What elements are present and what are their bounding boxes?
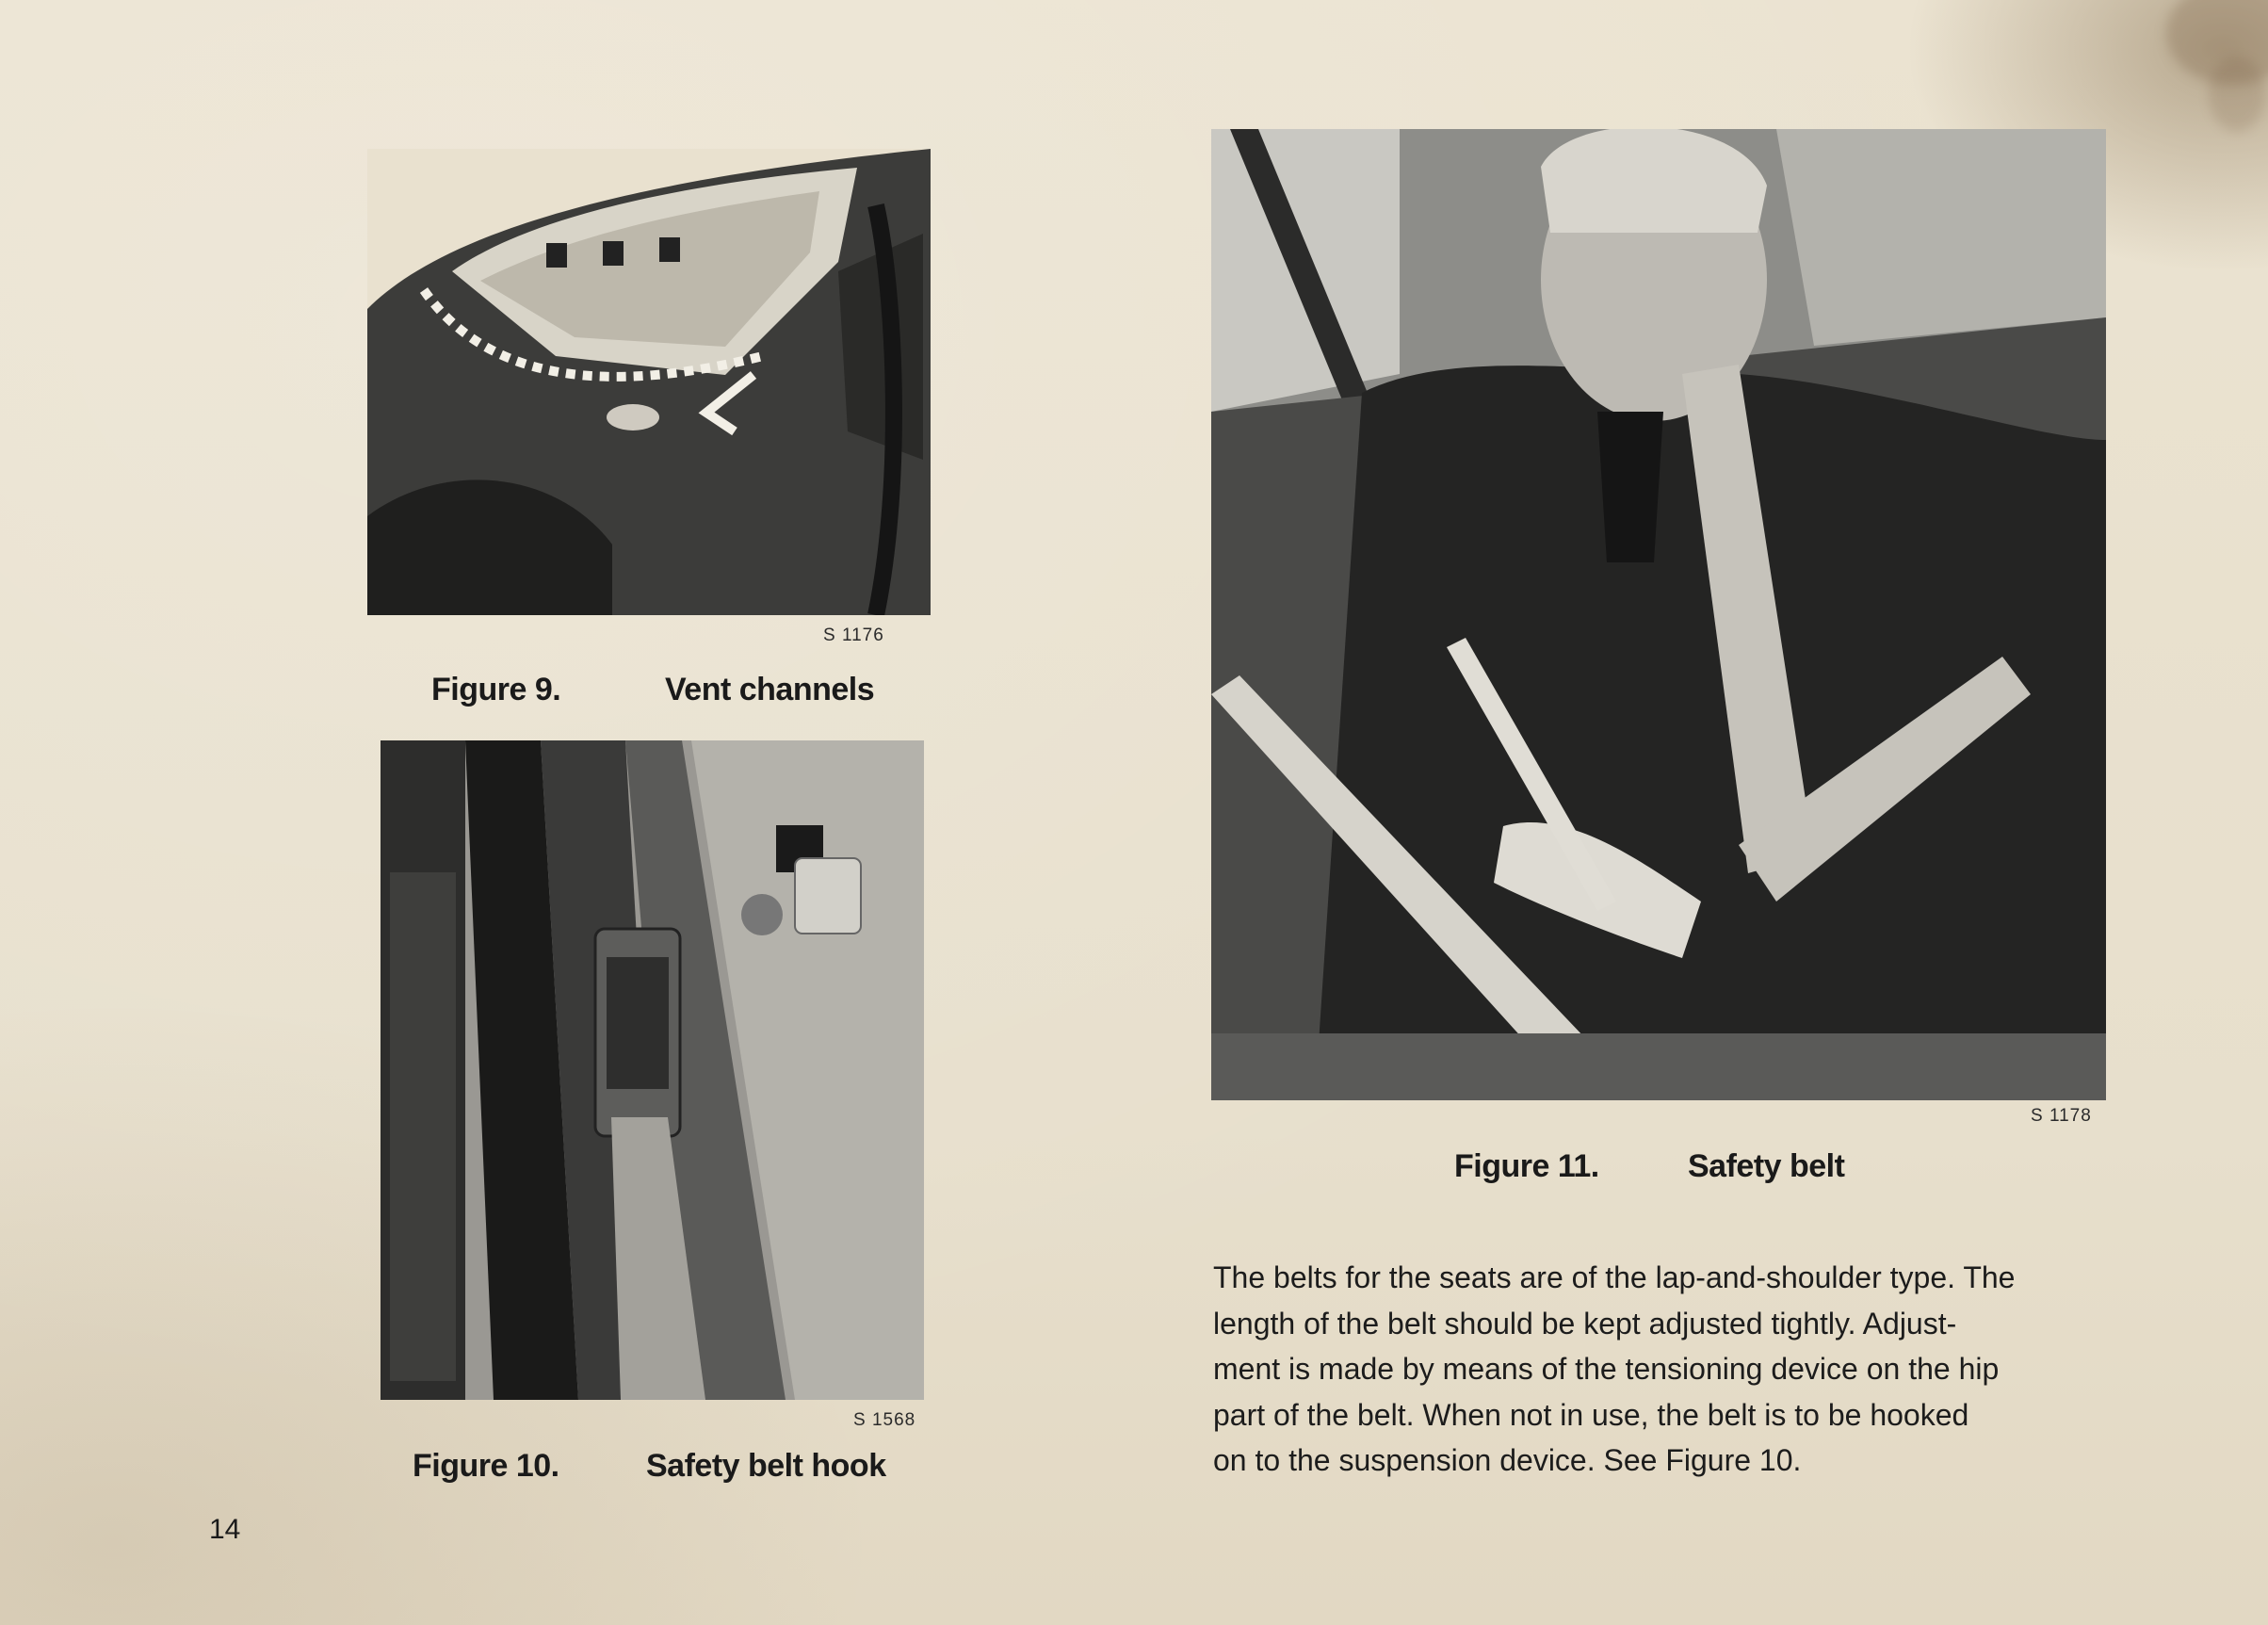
figure-9-title: Vent channels	[665, 672, 875, 707]
page-number: 14	[209, 1514, 241, 1545]
figure-10-title: Safety belt hook	[646, 1448, 886, 1484]
body-line: length of the belt should be kept adjusted tightly. Adjust-	[1213, 1306, 1957, 1341]
figure-10-photo	[381, 740, 924, 1400]
figure-10-number: Figure 10.	[413, 1448, 559, 1484]
belt-hook-icon	[381, 740, 924, 1400]
figure-9-number: Figure 9.	[431, 672, 561, 707]
body-line: on to the suspension device. See Figure 10.	[1213, 1443, 1802, 1477]
body-paragraph	[1213, 1255, 2164, 1484]
body-line: part of the belt. When not in use, the belt is to be hooked	[1213, 1397, 1969, 1432]
figure-9-code: S 1176	[823, 626, 884, 645]
figure-11-code: S 1178	[2031, 1106, 2092, 1126]
man-fastening-belt-icon	[1211, 129, 2106, 1100]
paper-stain	[2209, 57, 2265, 132]
figure-11-number: Figure 11.	[1454, 1148, 1599, 1184]
figure-9-photo	[367, 149, 931, 615]
figure-10-code: S 1568	[853, 1410, 916, 1430]
figure-11-photo	[1211, 129, 2106, 1100]
body-line: The belts for the seats are of the lap-and-shoulder type. The	[1213, 1260, 2016, 1294]
car-roof-vent-icon	[367, 149, 931, 615]
figure-11-title: Safety belt	[1688, 1148, 1845, 1184]
body-line: ment is made by means of the tensioning device on the hip	[1213, 1352, 2000, 1386]
